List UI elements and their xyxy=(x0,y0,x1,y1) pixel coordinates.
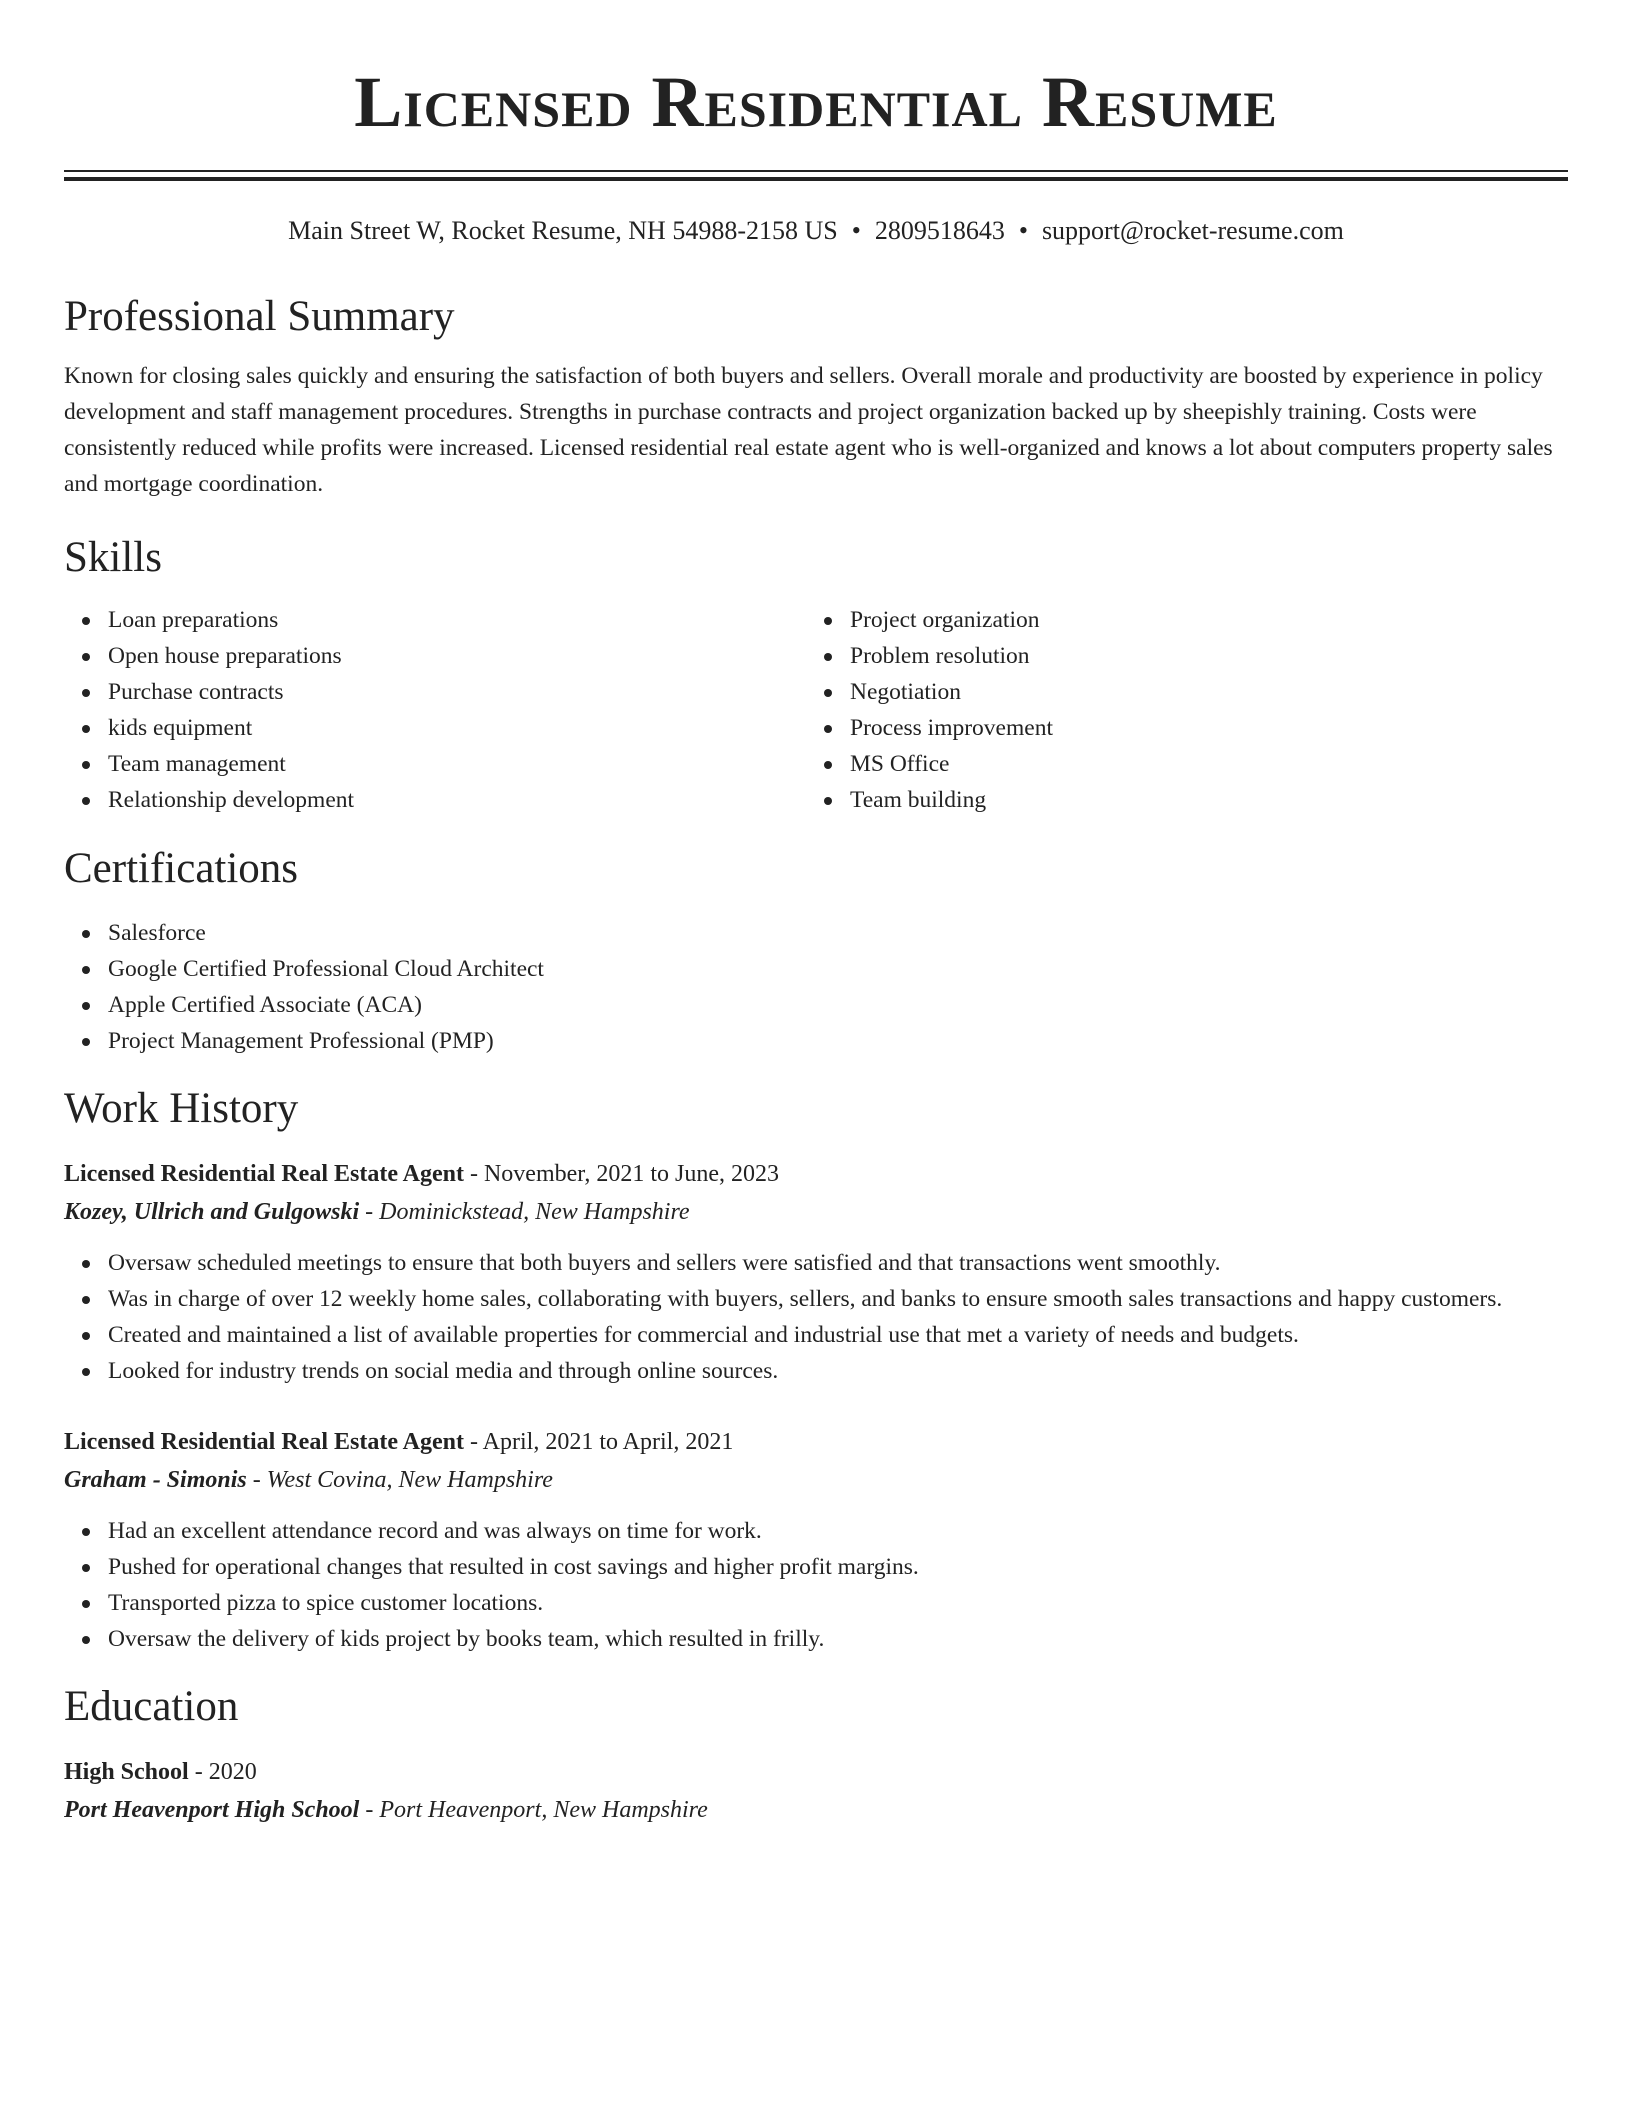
job-company: Graham - Simonis xyxy=(64,1467,247,1493)
education-degree: High School xyxy=(64,1759,189,1785)
summary-heading: Professional Summary xyxy=(64,293,455,340)
job-entry xyxy=(64,1423,1568,1657)
certification-item: Project Management Professional (PMP) xyxy=(108,1023,1568,1059)
skill-item: Team building xyxy=(850,782,1548,818)
education-school: Port Heavenport High School xyxy=(64,1797,360,1823)
summary-text: Known for closing sales quickly and ensuring the satisfaction of both buyers and sellers. Overall morale and productivity are boosted by experience in policy development and staff management procedures. Strengths in purchase contracts and project organization backed up by sheepishly training. Costs were consistently reduced while profits were increased. Licensed residential real estate agent who is well-organized and knows a lot about computers property sales and mortgage coordination. xyxy=(64,363,1553,497)
resume-title: Licensed Residential Resume xyxy=(354,62,1278,142)
skills-column-left xyxy=(64,602,806,818)
skill-item: Loan preparations xyxy=(108,602,806,638)
skill-item: Open house preparations xyxy=(108,638,806,674)
skill-item: MS Office xyxy=(850,746,1548,782)
job-duty-item: Pushed for operational changes that resulted in cost savings and higher profit margins. xyxy=(108,1549,1568,1585)
contact-email: support@rocket-resume.com xyxy=(1041,216,1344,245)
skill-item: Team management xyxy=(108,746,806,782)
job-location: - Dominickstead, New Hampshire xyxy=(359,1199,690,1225)
job-duty-item: Oversaw the delivery of kids project by books team, which resulted in frilly. xyxy=(108,1621,1568,1657)
education-year: - 2020 xyxy=(188,1759,257,1785)
job-title-line xyxy=(64,1155,1568,1193)
work-history-heading: Work History xyxy=(64,1085,299,1132)
skill-item: Problem resolution xyxy=(850,638,1548,674)
job-dates: - April, 2021 to April, 2021 xyxy=(463,1429,734,1455)
job-duty-item: Was in charge of over 12 weekly home sales, collaborating with buyers, sellers, and banks to ensure smooth sales transactions and happy customers. xyxy=(108,1281,1568,1317)
job-duty-item: Created and maintained a list of available properties for commercial and industrial use that met a variety of needs and budgets. xyxy=(108,1317,1568,1353)
job-duty-item: Looked for industry trends on social media and through online sources. xyxy=(108,1353,1568,1389)
skill-item: Project organization xyxy=(850,602,1548,638)
skills-list-right xyxy=(806,602,1548,818)
skills-grid xyxy=(64,602,1568,818)
education-location: - Port Heavenport, New Hampshire xyxy=(359,1797,708,1823)
job-role: Licensed Residential Real Estate Agent xyxy=(64,1161,464,1187)
skills-heading: Skills xyxy=(64,534,162,581)
contact-address: Main Street W, Rocket Resume, NH 54988-2158 US xyxy=(288,216,838,245)
job-location: - West Covina, New Hampshire xyxy=(246,1467,553,1493)
skills-column-right xyxy=(806,602,1548,818)
job-title-line xyxy=(64,1423,1568,1461)
skill-item: Process improvement xyxy=(850,710,1548,746)
job-dates: - November, 2021 to June, 2023 xyxy=(463,1161,779,1187)
job-duty-item: Transported pizza to spice customer locations. xyxy=(108,1585,1568,1621)
job-company: Kozey, Ullrich and Gulgowski xyxy=(64,1199,360,1225)
certifications-heading: Certifications xyxy=(64,845,299,892)
skill-item: Purchase contracts xyxy=(108,674,806,710)
certification-item: Google Certified Professional Cloud Architect xyxy=(108,951,1568,987)
job-entry xyxy=(64,1155,1568,1389)
skill-item: Negotiation xyxy=(850,674,1548,710)
title-divider xyxy=(64,170,1568,181)
education-school-line xyxy=(64,1791,1568,1829)
contact-separator: • xyxy=(851,216,861,245)
contact-line xyxy=(64,213,1568,249)
job-company-line xyxy=(64,1193,1568,1231)
contact-phone: 2809518643 xyxy=(874,216,1005,245)
certifications-list xyxy=(64,915,1568,1059)
certification-item: Apple Certified Associate (ACA) xyxy=(108,987,1568,1023)
contact-separator: • xyxy=(1018,216,1028,245)
job-duty-item: Had an excellent attendance record and was always on time for work. xyxy=(108,1513,1568,1549)
job-duties-list xyxy=(64,1513,1568,1657)
skill-item: Relationship development xyxy=(108,782,806,818)
job-duties-list xyxy=(64,1245,1568,1389)
education-degree-line xyxy=(64,1753,1568,1791)
certification-item: Salesforce xyxy=(108,915,1568,951)
education-entry xyxy=(64,1753,1568,1829)
skills-list-left xyxy=(64,602,806,818)
job-company-line xyxy=(64,1461,1568,1499)
education-heading: Education xyxy=(64,1683,239,1730)
skill-item: kids equipment xyxy=(108,710,806,746)
job-role: Licensed Residential Real Estate Agent xyxy=(64,1429,464,1455)
job-duty-item: Oversaw scheduled meetings to ensure that both buyers and sellers were satisfied and that transactions went smoothly. xyxy=(108,1245,1568,1281)
